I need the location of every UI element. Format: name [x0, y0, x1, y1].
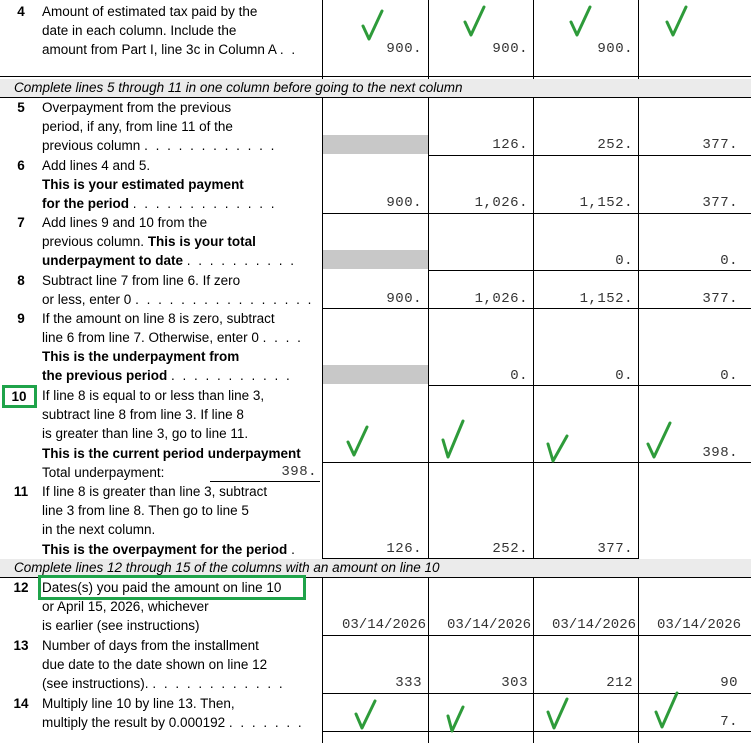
- line-7-text: Add lines 9 and 10 from the: [42, 215, 208, 230]
- line-14-text: Multiply line 10 by line 13. Then,: [42, 696, 235, 711]
- shaded-cell: [323, 135, 428, 154]
- line-4-text: date in each column. Include the: [42, 23, 237, 38]
- total-underpayment-value[interactable]: 398.: [281, 464, 317, 480]
- line-12-text: is earlier (see instructions): [42, 618, 200, 633]
- cell-underline: [323, 731, 751, 732]
- line-10-text: This is the current period underpayment: [42, 446, 301, 461]
- line-7-col-d[interactable]: 0.: [720, 253, 738, 269]
- check-mark-icon: [440, 418, 466, 460]
- line-number: 10: [11, 389, 27, 404]
- line-number: 5: [17, 100, 25, 115]
- line-7-text: underpayment to date . . . . . . . . . .: [42, 253, 297, 268]
- line-5-col-d[interactable]: 377.: [702, 137, 738, 153]
- line-13-col-b[interactable]: 303: [501, 675, 528, 691]
- cell-underline: [323, 308, 751, 309]
- line-13-col-c[interactable]: 212: [606, 675, 633, 691]
- line-10-text: subtract line 8 from line 3. If line 8: [42, 407, 244, 422]
- check-mark-icon: [645, 420, 673, 460]
- line-9-col-b[interactable]: 0.: [510, 368, 528, 384]
- line-12-col-b[interactable]: 03/14/2026: [446, 617, 531, 633]
- section-instruction: Complete lines 12 through 15 of the columns with an amount on line 10: [0, 559, 751, 577]
- line-9-col-d[interactable]: 0.: [720, 368, 738, 384]
- line-5-text: Overpayment from the previous: [42, 100, 232, 115]
- line-4-col-c[interactable]: 900.: [597, 41, 633, 57]
- check-mark-icon: [445, 704, 467, 734]
- line-11-col-c[interactable]: 377.: [597, 541, 633, 557]
- cell-underline: [323, 462, 751, 463]
- line-number: 12: [13, 580, 29, 595]
- line-12-col-d[interactable]: 03/14/2026: [656, 617, 741, 633]
- line-11-text: in the next column.: [42, 522, 156, 537]
- cell-underline: [428, 385, 751, 386]
- line-9-text: This is the underpayment from: [42, 349, 240, 364]
- check-mark-icon: [345, 424, 371, 458]
- line-6-text: for the period . . . . . . . . . . . . .: [42, 196, 277, 211]
- shaded-cell: [323, 365, 428, 384]
- line-4-col-b[interactable]: 900.: [492, 41, 528, 57]
- column-divider: [428, 0, 429, 743]
- line-8-col-c[interactable]: 1,152.: [579, 291, 633, 307]
- cell-underline: [323, 213, 751, 214]
- line-11-col-a[interactable]: 126.: [386, 541, 422, 557]
- line-number: 4: [17, 4, 25, 19]
- line-number: 6: [17, 158, 25, 173]
- line-5-text: previous column . . . . . . . . . . . .: [42, 138, 277, 153]
- line-number: 9: [17, 311, 25, 326]
- section-instruction: Complete lines 5 through 11 in one column before going to the next column: [0, 79, 751, 97]
- line-number: 8: [17, 273, 25, 288]
- line-13-col-d[interactable]: 90: [720, 675, 738, 691]
- line-9-text: If the amount on line 8 is zero, subtract: [42, 311, 275, 326]
- line-9-text: line 6 from line 7. Otherwise, enter 0 . . . .: [42, 330, 303, 345]
- line-number: 14: [13, 696, 29, 711]
- line-number: 11: [13, 484, 29, 499]
- row-rule: [0, 76, 751, 77]
- line-6-col-c[interactable]: 1,152.: [579, 195, 633, 211]
- line-8-col-b[interactable]: 1,026.: [474, 291, 528, 307]
- check-mark-icon: [360, 8, 386, 42]
- cell-underline: [428, 155, 751, 156]
- total-underpayment-label: Total underpayment:: [42, 465, 165, 480]
- check-mark-icon: [462, 4, 488, 38]
- line-6-text: This is your estimated payment: [42, 177, 244, 192]
- column-divider: [533, 0, 534, 743]
- line-10-text: If line 8 is equal to or less than line 3,: [42, 388, 265, 403]
- line-6-col-d[interactable]: 377.: [702, 195, 738, 211]
- line-8-col-a[interactable]: 900.: [386, 291, 422, 307]
- line-number: 7: [17, 215, 25, 230]
- line-7-col-c[interactable]: 0.: [615, 253, 633, 269]
- cell-underline: [323, 635, 751, 636]
- line-13-col-a[interactable]: 333: [395, 675, 422, 691]
- line-number: 13: [13, 638, 29, 653]
- line-6-col-b[interactable]: 1,026.: [474, 195, 528, 211]
- line-11-text: This is the overpayment for the period .: [42, 542, 297, 557]
- line-9-col-c[interactable]: 0.: [615, 368, 633, 384]
- check-mark-icon: [545, 696, 571, 732]
- check-mark-icon: [653, 690, 681, 730]
- line-4-col-d[interactable]: [642, 40, 738, 59]
- line-4-col-a[interactable]: 900.: [386, 41, 422, 57]
- line-14-col-d[interactable]: 7.: [720, 714, 738, 730]
- line-6-text: Add lines 4 and 5.: [42, 158, 151, 173]
- line-4-text: Amount of estimated tax paid by the: [42, 4, 258, 19]
- check-mark-icon: [568, 4, 594, 38]
- line-11-col-b[interactable]: 252.: [492, 541, 528, 557]
- line-12-col-c[interactable]: 03/14/2026: [551, 617, 636, 633]
- cell-underline: [323, 693, 751, 694]
- line-5-text: period, if any, from line 11 of the: [42, 119, 233, 134]
- line-8-text: Subtract line 7 from line 6. If zero: [42, 273, 241, 288]
- column-divider: [638, 0, 639, 743]
- line-7-text: previous column. This is your total: [42, 234, 256, 249]
- cell-underline: [428, 270, 751, 271]
- line-13-text: due date to the date shown on line 12: [42, 657, 268, 672]
- check-mark-icon: [353, 698, 379, 732]
- line-12-text: Dates(s) you paid the amount on line 10: [42, 580, 282, 595]
- line-10-text: is greater than line 3, go to line 11.: [42, 426, 249, 441]
- line-10-col-d[interactable]: 398.: [702, 445, 738, 461]
- line-14-text: multiply the result by 0.000192 . . . . . . .: [42, 715, 304, 730]
- line-6-col-a[interactable]: 900.: [386, 195, 422, 211]
- line-4-text: amount from Part I, line 3c in Column A . .: [42, 42, 298, 57]
- line-5-col-c[interactable]: 252.: [597, 137, 633, 153]
- line-9-text: the previous period . . . . . . . . . . .: [42, 368, 292, 383]
- check-mark-icon: [664, 4, 690, 38]
- line-11-text: If line 8 is greater than line 3, subtract: [42, 484, 268, 499]
- line-13-text: (see instructions). . . . . . . . . . . . .: [42, 676, 285, 691]
- line-8-text: or less, enter 0 . . . . . . . . . . . . . . . .: [42, 292, 314, 307]
- line-8-col-d[interactable]: 377.: [702, 291, 738, 307]
- line-13-text: Number of days from the installment: [42, 638, 259, 653]
- line-12-text: or April 15, 2026, whichever: [42, 599, 209, 614]
- check-mark-icon: [545, 430, 571, 464]
- line-12-col-a[interactable]: 03/14/2026: [341, 617, 426, 633]
- line-5-col-b[interactable]: 126.: [492, 137, 528, 153]
- line-11-text: line 3 from line 8. Then go to line 5: [42, 503, 249, 518]
- shaded-cell: [323, 250, 428, 269]
